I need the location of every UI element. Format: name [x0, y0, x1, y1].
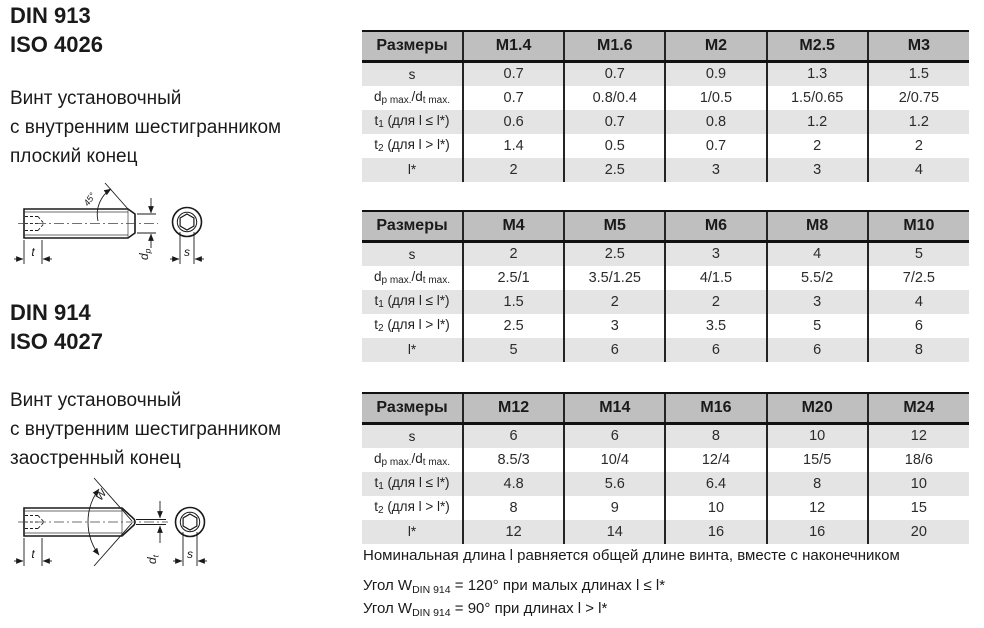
table-row [362, 472, 969, 496]
value-cell: 2 [463, 242, 564, 266]
row-label-part: p max. [381, 275, 412, 286]
table-row [362, 424, 969, 448]
value-cell: 1.5/0.65 [767, 86, 868, 110]
value-cell: 3 [665, 158, 766, 182]
row-label-part: 1 [378, 119, 384, 130]
size-column-header: M3 [868, 31, 969, 62]
value-cell: 9 [564, 496, 665, 520]
value-cell: 8.5/3 [463, 448, 564, 472]
size-column-header: M2.5 [767, 31, 868, 62]
header-row [362, 393, 969, 424]
row-label-part: 1 [378, 481, 384, 492]
row-label [362, 134, 463, 158]
footnote-subscript: DIN 914 [412, 584, 451, 596]
footnote-angle-120 [363, 577, 665, 596]
value-cell: 1.3 [767, 62, 868, 86]
footnote-text: Номинальная длина l равняется общей длине винта, вместе с наконечником [363, 547, 900, 564]
size-column-header: M8 [767, 211, 868, 242]
value-cell: 0.7 [564, 110, 665, 134]
value-cell: 12/4 [665, 448, 766, 472]
value-cell: 2 [463, 158, 564, 182]
description-line: плоский конец [10, 146, 138, 167]
footnote-text: = 90° при длинах l > l* [450, 600, 608, 617]
value-cell: 4 [868, 290, 969, 314]
row-label [362, 62, 463, 86]
row-label [362, 158, 463, 182]
size-column-header: M16 [665, 393, 766, 424]
size-column-header: M1.4 [463, 31, 564, 62]
value-cell: 2 [665, 290, 766, 314]
value-cell: 6 [463, 424, 564, 448]
depth-label: t [31, 245, 35, 259]
value-cell: 2 [868, 134, 969, 158]
row-label-part: t max. [422, 95, 451, 106]
tip-diameter-dimension [137, 198, 156, 260]
value-cell: 12 [463, 520, 564, 544]
size-column-header: M20 [767, 393, 868, 424]
row-label-part: s [408, 66, 416, 82]
table-row [362, 338, 969, 362]
socket-depth-dimension [14, 240, 52, 264]
row-label [362, 314, 463, 338]
row-label-part: 2 [378, 323, 384, 334]
value-cell: 5.5/2 [767, 266, 868, 290]
row-label [362, 266, 463, 290]
value-cell: 8 [665, 424, 766, 448]
row-label [362, 110, 463, 134]
value-cell: 8 [463, 496, 564, 520]
value-cell: 4 [868, 158, 969, 182]
value-cell: 6 [868, 314, 969, 338]
depth-label: t [31, 547, 35, 561]
value-cell: 6 [665, 338, 766, 362]
table-row [362, 290, 969, 314]
hex-size-label: s [184, 245, 190, 259]
size-column-header: M5 [564, 211, 665, 242]
row-label-part: s [408, 246, 416, 262]
size-column-header: M1.6 [564, 31, 665, 62]
value-cell: 14 [564, 520, 665, 544]
row-label [362, 448, 463, 472]
value-cell: 3 [767, 158, 868, 182]
size-column-header: M12 [463, 393, 564, 424]
value-cell: 6 [767, 338, 868, 362]
row-label [362, 290, 463, 314]
footnote-subscript: DIN 914 [412, 607, 451, 619]
value-cell: 2 [767, 134, 868, 158]
size-column-header: M24 [868, 393, 969, 424]
dimensions-table-m1_4-m3 [362, 30, 969, 182]
value-cell: 3.5 [665, 314, 766, 338]
row-label [362, 424, 463, 448]
value-cell: 0.6 [463, 110, 564, 134]
value-cell: 4.8 [463, 472, 564, 496]
dimensions-table-m12-m24 [362, 392, 969, 544]
value-cell: 4/1.5 [665, 266, 766, 290]
value-cell: 4 [767, 242, 868, 266]
description-line: Винт установочный [10, 390, 182, 411]
din914-cone-point-drawing [6, 468, 228, 600]
angle-label: 45° [81, 190, 98, 208]
table-row [362, 266, 969, 290]
row-label-part: (для l > l*) [383, 137, 450, 152]
value-cell: 8 [767, 472, 868, 496]
table-row [362, 134, 969, 158]
row-label-part: d [373, 451, 382, 466]
angle-label: W [93, 487, 110, 503]
description-din-913 [10, 84, 281, 171]
value-cell: 12 [868, 424, 969, 448]
row-label-part: (для l > l*) [383, 499, 450, 514]
value-cell: 15/5 [767, 448, 868, 472]
value-cell: 6 [564, 338, 665, 362]
value-cell: 0.7 [564, 62, 665, 86]
row-label-part: t [374, 137, 378, 152]
value-cell: 1/0.5 [665, 86, 766, 110]
row-label-part: (для l ≤ l*) [383, 113, 450, 128]
value-cell: 18/6 [868, 448, 969, 472]
row-label-part: (для l > l*) [383, 317, 450, 332]
value-cell: 1.4 [463, 134, 564, 158]
standard-iso-4026: ISO 4026 [10, 32, 103, 57]
socket-depth-dimension [14, 538, 52, 566]
row-label-part: (для l ≤ l*) [383, 475, 450, 490]
value-cell: 16 [665, 520, 766, 544]
row-label-part: (для l ≤ l*) [383, 293, 450, 308]
dimensions-header: Размеры [362, 393, 463, 424]
row-label-part: t [374, 293, 379, 308]
row-label-part: l* [407, 162, 417, 177]
row-label [362, 86, 463, 110]
value-cell: 2.5 [463, 314, 564, 338]
row-label-part: 2 [378, 143, 384, 154]
header-row [362, 211, 969, 242]
description-line: заостренный конец [10, 448, 181, 469]
header-row [362, 31, 969, 62]
value-cell: 3 [564, 314, 665, 338]
tip-diameter-label: $d_t$ [145, 554, 161, 564]
row-label-part: d [373, 89, 382, 104]
standard-din-914: DIN 914 [10, 300, 91, 325]
value-cell: 0.8/0.4 [564, 86, 665, 110]
value-cell: 1.2 [868, 110, 969, 134]
value-cell: 2.5/1 [463, 266, 564, 290]
value-cell: 6 [564, 424, 665, 448]
row-label-part: t [374, 113, 379, 128]
value-cell: 10 [767, 424, 868, 448]
value-cell: 2.5 [564, 158, 665, 182]
row-label-part: d [373, 269, 382, 284]
row-label [362, 338, 463, 362]
standard-din-913: DIN 913 [10, 3, 91, 28]
footnote-text: Угол W [363, 600, 413, 617]
description-line: Винт установочный [10, 88, 182, 109]
footnote-text: Угол W [363, 577, 413, 594]
description-line: с внутренним шестигранником [10, 419, 282, 440]
value-cell: 0.7 [463, 86, 564, 110]
standard-iso-4027: ISO 4027 [10, 329, 103, 354]
value-cell: 16 [767, 520, 868, 544]
description-line: с внутренним шестигранником [10, 117, 282, 138]
hex-size-label: s [187, 547, 193, 561]
value-cell: 0.7 [463, 62, 564, 86]
row-label-part: p max. [381, 95, 412, 106]
dimensions-table-m4-m10 [362, 210, 969, 362]
value-cell: 0.8 [665, 110, 766, 134]
table-row [362, 110, 969, 134]
value-cell: 0.9 [665, 62, 766, 86]
value-cell: 7/2.5 [868, 266, 969, 290]
table-row [362, 242, 969, 266]
row-label-part: /d [411, 451, 423, 466]
value-cell: 0.5 [564, 134, 665, 158]
row-label-part: t [374, 475, 379, 490]
row-label-part: t max. [422, 275, 451, 286]
value-cell: 0.7 [665, 134, 766, 158]
value-cell: 2.5 [564, 242, 665, 266]
dimensions-header: Размеры [362, 31, 463, 62]
row-label-part: p max. [381, 457, 412, 468]
table-row [362, 62, 969, 86]
table-row [362, 158, 969, 182]
table-row [362, 314, 969, 338]
row-label-part: 1 [378, 299, 384, 310]
row-label-part: /d [411, 89, 423, 104]
size-column-header: M4 [463, 211, 564, 242]
screw-side-view [18, 209, 158, 238]
row-label-part: 2 [378, 505, 384, 516]
screw-end-view [173, 208, 202, 237]
tip-diameter-dimension [136, 501, 166, 564]
value-cell: 2/0.75 [868, 86, 969, 110]
value-cell: 12 [767, 496, 868, 520]
row-label-part: /d [411, 269, 423, 284]
footnote-nominal-length [363, 547, 900, 564]
value-cell: 5.6 [564, 472, 665, 496]
value-cell: 5 [463, 338, 564, 362]
row-label-part: s [408, 428, 416, 444]
row-label-part: l* [407, 524, 417, 539]
value-cell: 3.5/1.25 [564, 266, 665, 290]
screw-end-view [176, 508, 205, 537]
size-column-header: M2 [665, 31, 766, 62]
value-cell: 3 [665, 242, 766, 266]
table-row [362, 448, 969, 472]
value-cell: 20 [868, 520, 969, 544]
row-label-part: t [374, 317, 378, 332]
din913-flat-point-drawing [6, 176, 228, 284]
value-cell: 2 [564, 290, 665, 314]
table-row [362, 86, 969, 110]
row-label [362, 472, 463, 496]
tip-diameter-label: $d_p$ [137, 248, 153, 260]
row-label [362, 496, 463, 520]
row-label-part: t [374, 499, 378, 514]
value-cell: 5 [868, 242, 969, 266]
value-cell: 8 [868, 338, 969, 362]
value-cell: 10/4 [564, 448, 665, 472]
footnote-text: = 120° при малых длинах l ≤ l* [450, 577, 666, 594]
row-label-part: t max. [422, 457, 451, 468]
value-cell: 15 [868, 496, 969, 520]
description-din-914 [10, 386, 281, 473]
value-cell: 10 [665, 496, 766, 520]
dimensions-header: Размеры [362, 211, 463, 242]
value-cell: 6.4 [665, 472, 766, 496]
value-cell: 10 [868, 472, 969, 496]
table-row [362, 496, 969, 520]
row-label [362, 242, 463, 266]
value-cell: 1.5 [463, 290, 564, 314]
table-row [362, 520, 969, 544]
screw-side-view [18, 508, 168, 536]
row-label-part: l* [407, 342, 417, 357]
value-cell: 1.5 [868, 62, 969, 86]
size-column-header: M6 [665, 211, 766, 242]
footnote-angle-90 [363, 600, 607, 619]
value-cell: 1.2 [767, 110, 868, 134]
size-column-header: M14 [564, 393, 665, 424]
value-cell: 3 [767, 290, 868, 314]
row-label [362, 520, 463, 544]
value-cell: 5 [767, 314, 868, 338]
size-column-header: M10 [868, 211, 969, 242]
